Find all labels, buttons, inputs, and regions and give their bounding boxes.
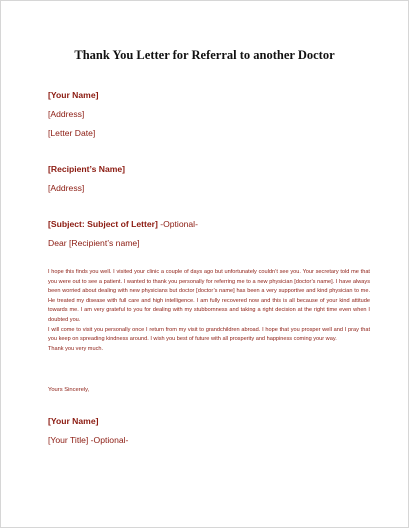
salutation: Dear [Recipient’s name] — [48, 238, 140, 248]
signature-name: [Your Name] — [48, 416, 99, 426]
closing: Yours Sincerely, — [48, 387, 90, 393]
signature-title: [Your Title] -Optional- — [48, 435, 129, 445]
sender-address: [Address] — [48, 109, 85, 119]
letter-date: [Letter Date] — [48, 128, 96, 138]
body-paragraph: I will come to visit you personally once I return from my visit to grandchildren abroad. I hope that you prosper well and I pray that you keep on spreading kindness around. I wish you best of future with all prosperity and happiness coming your way. — [48, 326, 370, 343]
recipient-address: [Address] — [48, 183, 85, 193]
body-paragraph: I hope this finds you well. I visited your clinic a couple of days ago but unfortunately couldn’t see you. Your secretary told me that you were out to see a patient. I wanted to thank you personally for referring me to a new physician [doctor’s name]. I have always been worried about dealing with new physicians but doctor [doctor’s name] has been a very supportive and kind physician to me. He treated my disease with full care and high intelligence. I am fully recovered now and this is all because of your kind attitude towards me. I am very grateful to you for dealing with my stubbornness and taking a right decision at the right time even when I doubted you. — [48, 269, 370, 323]
letter-title: Thank You Letter for Referral to another Doctor — [74, 48, 335, 62]
subject-text: [Subject: Subject of Letter] — [48, 219, 158, 229]
recipient-name: [Recipient’s Name] — [48, 164, 126, 174]
letter-body — [48, 268, 370, 354]
subject-optional: -Optional- — [157, 219, 198, 229]
subject-line — [48, 219, 198, 229]
body-paragraph: Thank you very much. — [48, 345, 104, 352]
sender-name: [Your Name] — [48, 90, 99, 100]
